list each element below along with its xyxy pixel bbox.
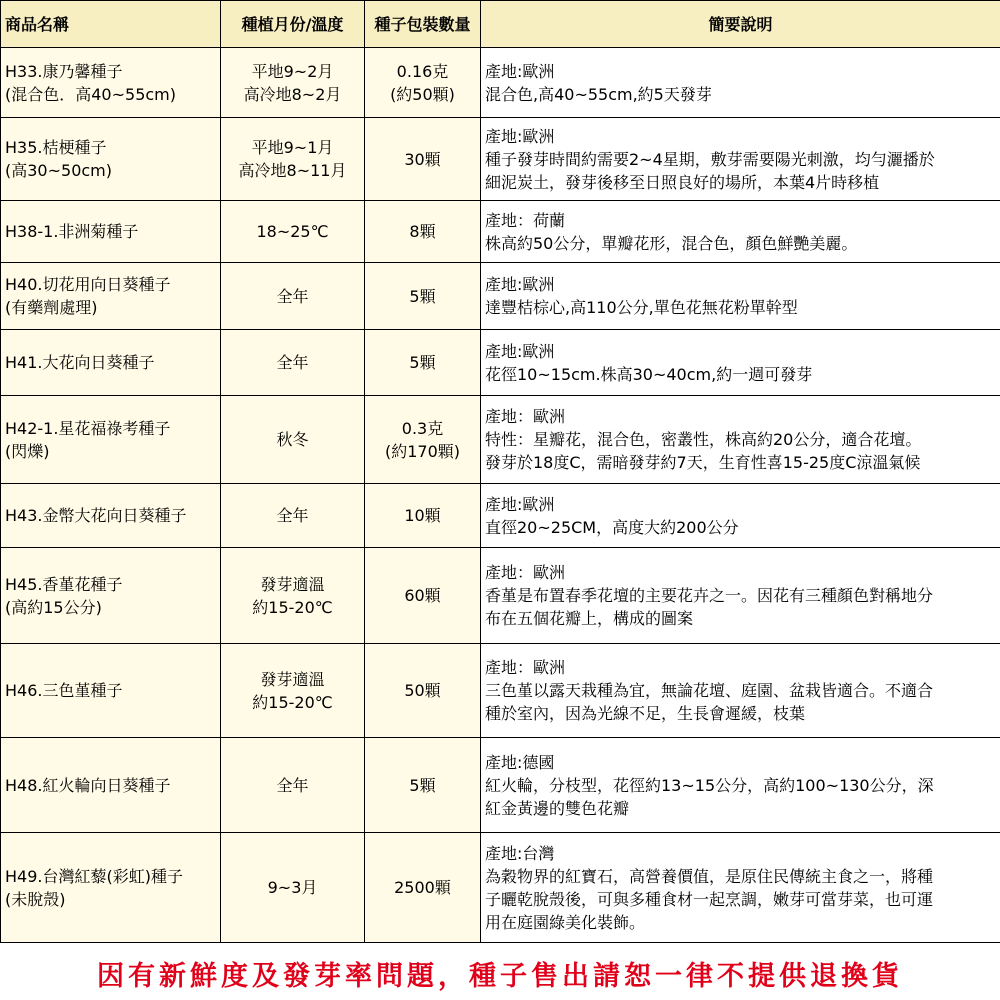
description-cell — [481, 396, 1000, 484]
planting-month-cell — [221, 738, 365, 833]
product-name-line: (有藥劑處理) — [5, 298, 98, 317]
description-line: 產地:歐洲 — [485, 126, 555, 146]
description-line: 紅金黃邊的雙色花瓣 — [485, 798, 630, 818]
description-cell — [481, 738, 1000, 833]
package-quantity-cell — [365, 263, 481, 330]
product-name-line: H40.切花用向日葵種子 — [5, 275, 171, 294]
description-line: 細泥炭土，發芽後移至日照良好的場所，本葉4片時移植 — [485, 172, 880, 192]
table-body — [1, 48, 1000, 943]
header-product-name: 商品名稱 — [1, 1, 221, 48]
description-line: 產地:歐洲 — [485, 61, 555, 81]
description-line: 香堇是布置春季花壇的主要花卉之一。因花有三種顏色對稱地分 — [485, 586, 934, 605]
package-quantity-line: 0.3克 — [401, 418, 444, 438]
product-name-cell — [1, 396, 221, 484]
planting-month-cell — [221, 263, 365, 330]
package-quantity-line: 5顆 — [409, 775, 436, 795]
description-cell — [481, 833, 1000, 943]
description-line: 子曬乾脫殼後，可與多種食材一起烹調，嫩芽可當芽菜，也可運 — [485, 889, 934, 909]
planting-month-cell — [221, 833, 365, 943]
planting-month-line: 發芽適溫 — [260, 574, 325, 594]
package-quantity-line: 10顆 — [404, 506, 441, 525]
product-name-line: (閃爍) — [5, 441, 50, 461]
package-quantity-cell — [365, 396, 481, 484]
package-quantity-line: 2500顆 — [394, 878, 451, 897]
product-name-line: (高約15公分) — [5, 597, 102, 617]
package-quantity-line: 60顆 — [404, 586, 441, 605]
product-name-line: H45.香堇花種子 — [5, 574, 123, 594]
product-name-cell — [1, 833, 221, 943]
product-name-line: H38-1.非洲菊種子 — [5, 222, 139, 241]
product-name-cell — [1, 644, 221, 738]
table-row — [1, 833, 1000, 943]
planting-month-cell — [221, 330, 365, 396]
product-name-line: H46.三色堇種子 — [5, 681, 123, 700]
table-header-row — [1, 1, 1000, 48]
description-line: 產地:台灣 — [485, 843, 555, 863]
package-quantity-cell — [365, 48, 481, 118]
table-row — [1, 263, 1000, 330]
product-name-cell — [1, 48, 221, 118]
product-name-line: H48.紅火輪向日葵種子 — [5, 775, 171, 795]
description-line: 產地:歐洲 — [485, 494, 555, 514]
package-quantity-cell — [365, 738, 481, 833]
description-line: 產地:德國 — [485, 752, 555, 772]
description-cell — [481, 330, 1000, 396]
description-line: 達豐桔棕心,高110公分,單色花無花粉單幹型 — [485, 298, 798, 317]
description-cell — [481, 201, 1000, 263]
table-row — [1, 201, 1000, 263]
planting-month-cell — [221, 484, 365, 548]
description-line: 布在五個花瓣上，構成的圖案 — [485, 609, 694, 628]
planting-month-line: 約15-20℃ — [252, 692, 333, 712]
product-name-line: H33.康乃馨種子 — [5, 61, 123, 81]
planting-month-cell — [221, 396, 365, 484]
planting-month-cell — [221, 548, 365, 644]
package-quantity-cell — [365, 833, 481, 943]
package-quantity-line: (約170顆) — [384, 441, 461, 461]
package-quantity-cell — [365, 484, 481, 548]
product-name-cell — [1, 548, 221, 644]
planting-month-line: 全年 — [276, 506, 309, 525]
description-cell — [481, 484, 1000, 548]
header-planting-month: 種植月份/溫度 — [221, 1, 365, 48]
planting-month-line: 高冷地8~2月 — [243, 84, 342, 104]
package-quantity-cell — [365, 118, 481, 201]
table-row — [1, 548, 1000, 644]
product-name-line: H41.大花向日葵種子 — [5, 353, 155, 372]
planting-month-line: 秋冬 — [276, 430, 309, 449]
package-quantity-line: 0.16克 — [396, 61, 449, 81]
package-quantity-line: 8顆 — [409, 222, 436, 241]
product-name-line: (高30~50cm) — [5, 161, 112, 180]
planting-month-line: 全年 — [276, 286, 309, 306]
table-row — [1, 484, 1000, 548]
description-line: 用在庭園綠美化裝飾。 — [485, 912, 646, 932]
package-quantity-line: (約50顆) — [390, 84, 455, 104]
planting-month-line: 發芽適溫 — [260, 669, 325, 689]
description-cell — [481, 548, 1000, 644]
package-quantity-cell — [365, 644, 481, 738]
product-name-line: H43.金幣大花向日葵種子 — [5, 506, 187, 525]
description-line: 為穀物界的紅寶石，高營養價值，是原住民傳統主食之一，將種 — [485, 866, 934, 886]
description-line: 產地：歐洲 — [485, 407, 566, 426]
description-line: 發芽於18度C，需暗發芽約7天，生育性喜15-25度C涼溫氣候 — [485, 453, 921, 472]
planting-month-line: 全年 — [276, 353, 309, 372]
product-name-cell — [1, 263, 221, 330]
description-line: 直徑20~25CM，高度大約200公分 — [485, 517, 739, 537]
table-row — [1, 396, 1000, 484]
header-package-quantity: 種子包裝數量 — [365, 1, 481, 48]
description-line: 花徑10~15cm.株高30~40cm,約一週可發芽 — [485, 364, 813, 384]
description-cell — [481, 263, 1000, 330]
product-name-line: H35.桔梗種子 — [5, 138, 107, 157]
package-quantity-cell — [365, 201, 481, 263]
planting-month-cell — [221, 48, 365, 118]
description-line: 混合色,高40~55cm,約5天發芽 — [485, 84, 712, 104]
description-line: 產地:歐洲 — [485, 341, 555, 361]
planting-month-line: 約15-20℃ — [252, 597, 333, 617]
planting-month-cell — [221, 644, 365, 738]
description-line: 三色堇以露天栽種為宜，無論花壇、庭園、盆栽皆適合。不適合 — [485, 681, 934, 700]
description-line: 產地：歐洲 — [485, 563, 566, 582]
planting-month-line: 全年 — [276, 775, 309, 795]
product-name-line: H42-1.星花福祿考種子 — [5, 418, 171, 438]
description-line: 產地：歐洲 — [485, 658, 566, 677]
description-line: 特性：星瓣花，混合色，密叢性，株高約20公分，適合花壇。 — [485, 430, 922, 449]
package-quantity-line: 5顆 — [409, 353, 436, 372]
description-line: 種於室內，因為光線不足，生長會遲緩，枝葉 — [485, 704, 806, 723]
description-line: 產地：荷蘭 — [485, 210, 566, 230]
planting-month-cell — [221, 201, 365, 263]
planting-month-line: 平地9~2月 — [251, 61, 334, 81]
product-name-cell — [1, 484, 221, 548]
description-cell — [481, 118, 1000, 201]
product-name-cell — [1, 201, 221, 263]
description-line: 產地:歐洲 — [485, 275, 555, 294]
package-quantity-line: 30顆 — [404, 149, 441, 169]
table-row — [1, 48, 1000, 118]
description-cell — [481, 48, 1000, 118]
planting-month-line: 平地9~1月 — [251, 138, 334, 157]
product-name-cell — [1, 118, 221, 201]
table-row — [1, 118, 1000, 201]
table-row — [1, 644, 1000, 738]
product-name-line: (未脫殼) — [5, 889, 66, 909]
planting-month-line: 高冷地8~11月 — [238, 161, 347, 180]
table-row — [1, 738, 1000, 833]
product-name-cell — [1, 330, 221, 396]
planting-month-line: 18~25℃ — [256, 222, 329, 241]
description-line: 種子發芽時間約需要2~4星期，敷芽需要陽光刺激，均勻灑播於 — [485, 149, 935, 169]
planting-month-cell — [221, 118, 365, 201]
table-row — [1, 330, 1000, 396]
package-quantity-cell — [365, 330, 481, 396]
description-line: 株高約50公分，單瓣花形，混合色，顏色鮮艷美麗。 — [485, 233, 858, 253]
no-return-notice: 因有新鮮度及發芽率問題，種子售出請恕一律不提供退換貨 — [97, 960, 903, 992]
header-description: 簡要說明 — [481, 1, 1000, 48]
description-line: 紅火輪，分枝型，花徑約13~15公分，高約100~130公分，深 — [485, 775, 934, 795]
product-name-line: (混合色．高40~55cm) — [5, 84, 176, 104]
package-quantity-line: 5顆 — [409, 286, 436, 306]
package-quantity-cell — [365, 548, 481, 644]
package-quantity-line: 50顆 — [404, 681, 441, 700]
planting-month-line: 9~3月 — [267, 878, 318, 897]
product-name-line: H49.台灣紅藜(彩虹)種子 — [5, 866, 183, 886]
product-name-cell — [1, 738, 221, 833]
description-cell — [481, 644, 1000, 738]
